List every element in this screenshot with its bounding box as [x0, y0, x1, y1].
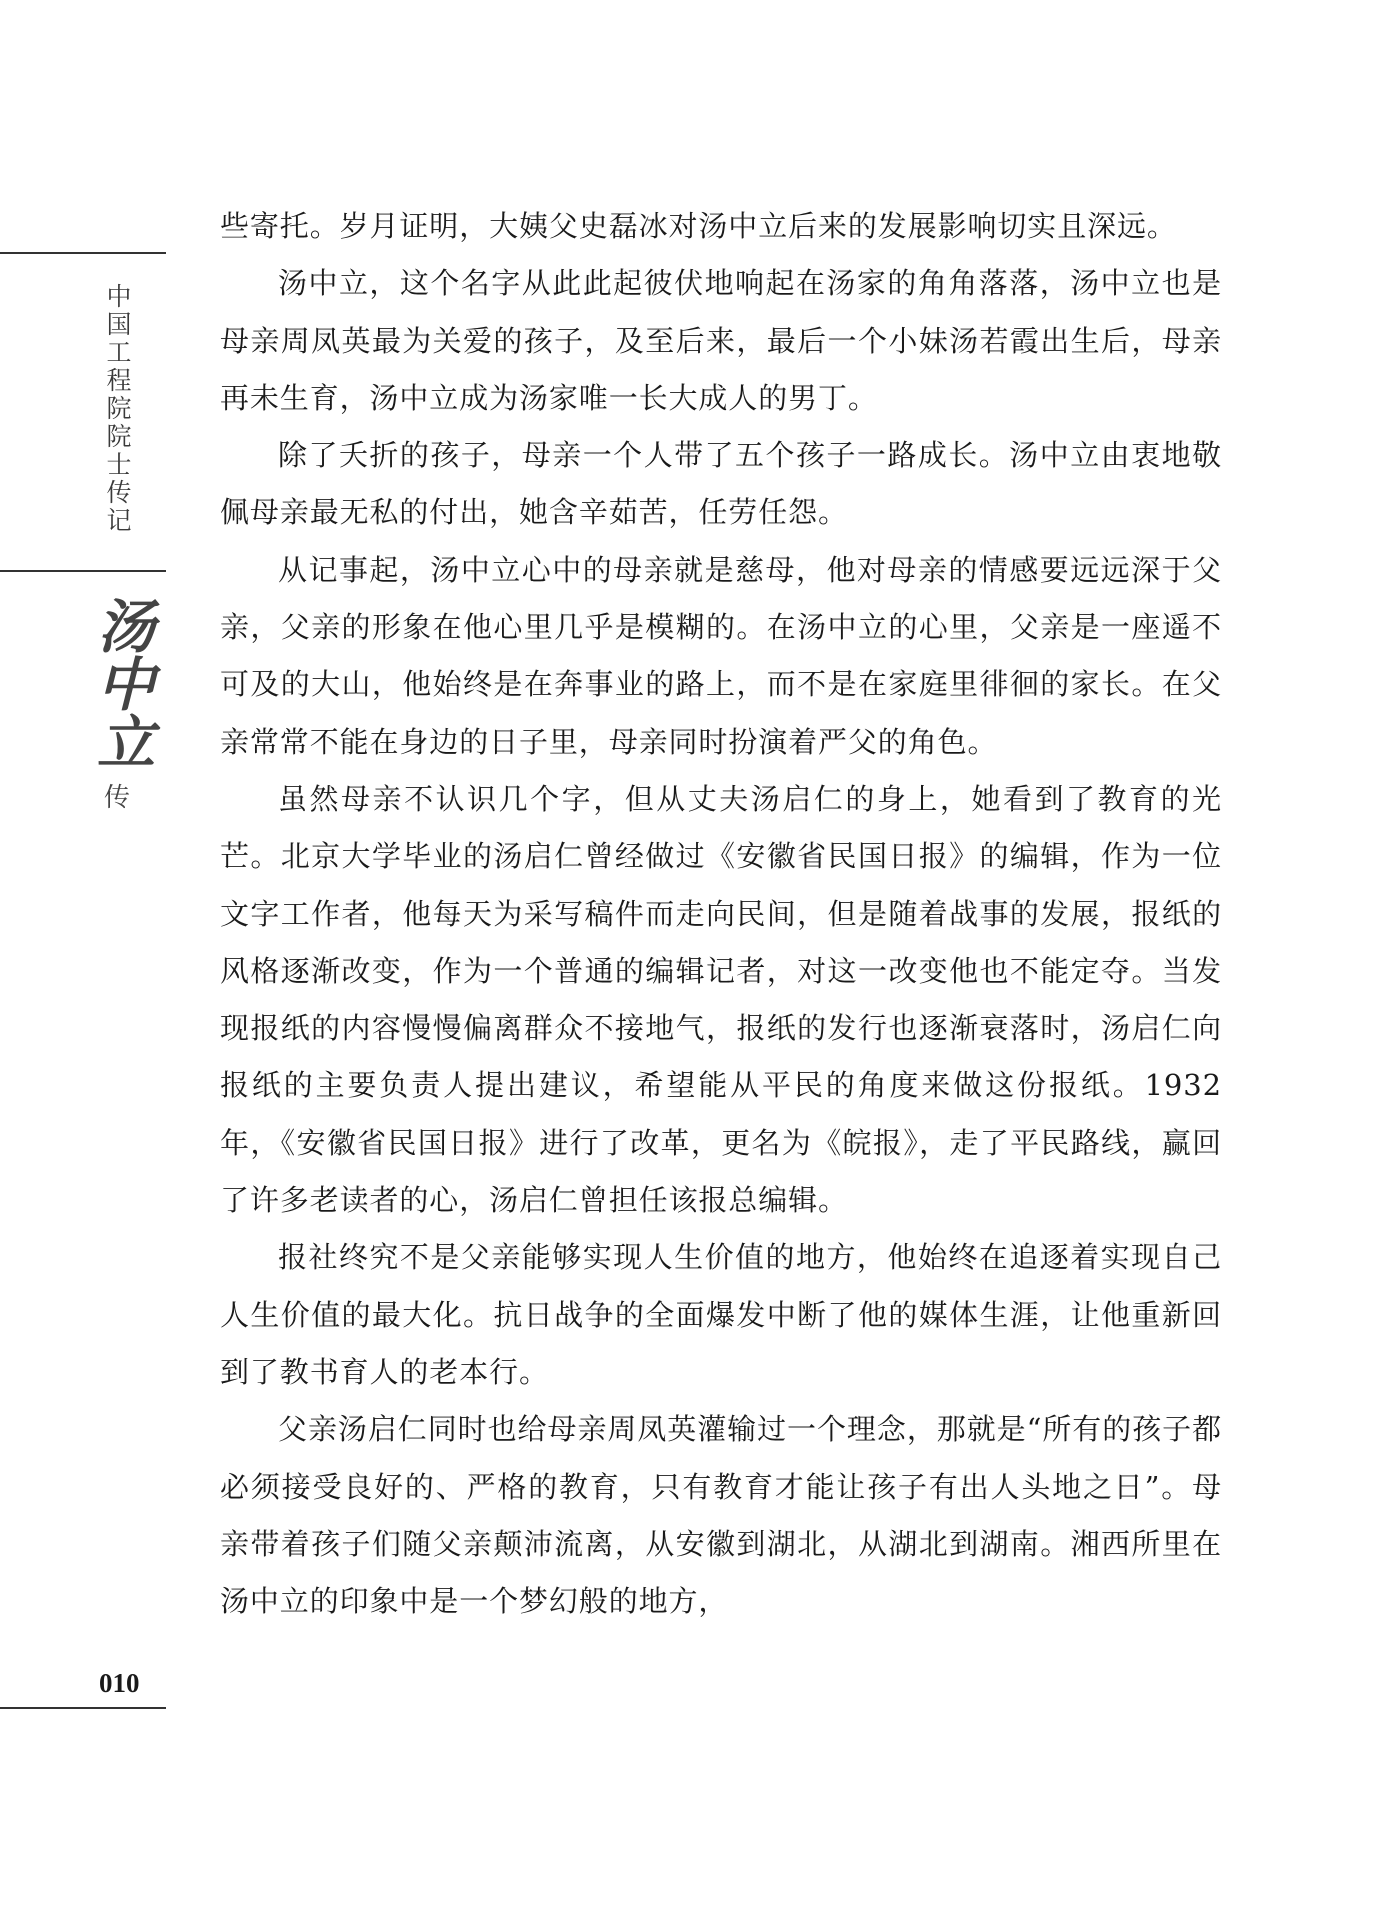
paragraph: 虽然母亲不认识几个字，但从丈夫汤启仁的身上，她看到了教育的光芒。北京大学毕业的汤启仁曾经做过《安徽省民国日报》的编辑，作为一位文字工作者，他每天为采写稿件而走向民间，但是随着战事的发展，报纸的风格逐渐改变，作为一个普通的编辑记者，对这一改变他也不能定夺。当发现报纸的内容慢慢偏离群众不接地气，报纸的发行也逐渐衰落时，汤启仁向报纸的主要负责人提出建议，希望能从平民的角度来做这份报纸。1932 年，《安徽省民国日报》进行了改革，更名为《皖报》，走了平民路线，赢回了许多老读者的心，汤启仁曾担任该报总编辑。	[220, 781, 1222, 1218]
paragraph: 除了夭折的孩子，母亲一个人带了五个孩子一路成长。汤中立由衷地敬佩母亲最无私的付出，她含辛茹苦，任劳任怨。	[220, 438, 1222, 530]
middle-divider	[0, 570, 166, 572]
page-number: 010	[99, 1668, 140, 1698]
paragraph: 从记事起，汤中立心中的母亲就是慈母，他对母亲的情感要远远深于父亲，父亲的形象在他心里几乎是模糊的。在汤中立的心里，父亲是一座遥不可及的大山，他始终是在奔事业的路上，而不是在家庭里徘徊的家长。在父亲常常不能在身边的日子里，母亲同时扮演着严父的角色。	[220, 552, 1222, 759]
sidebar	[0, 0, 168, 1930]
paragraph-continued: 些寄托。岁月证明，大姨父史磊冰对汤中立后来的发展影响切实且深远。	[220, 209, 1177, 243]
book-name: 汤中立	[87, 596, 155, 770]
book-suffix: 传	[104, 783, 131, 813]
bottom-divider	[0, 1707, 166, 1709]
series-title: 中国工程院院士传记	[103, 283, 132, 535]
top-divider	[0, 252, 166, 254]
paragraph: 汤中立，这个名字从此此起彼伏地响起在汤家的角角落落，汤中立也是母亲周凤英最为关爱的孩子，及至后来，最后一个小妹汤若霞出生后，母亲再未生育，汤中立成为汤家唯一长大成人的男丁。	[220, 266, 1222, 415]
body-text	[220, 198, 1222, 1630]
paragraph: 父亲汤启仁同时也给母亲周凤英灌输过一个理念，那就是“所有的孩子都必须接受良好的、严格的教育，只有教育才能让孩子有出人头地之日”。母亲带着孩子们随父亲颠沛流离，从安徽到湖北，从湖北到湖南。湘西所里在汤中立的印象中是一个梦幻般的地方，	[220, 1412, 1222, 1619]
paragraph: 报社终究不是父亲能够实现人生价值的地方，他始终在追逐着实现自己人生价值的最大化。抗日战争的全面爆发中断了他的媒体生涯，让他重新回到了教书育人的老本行。	[220, 1240, 1222, 1389]
